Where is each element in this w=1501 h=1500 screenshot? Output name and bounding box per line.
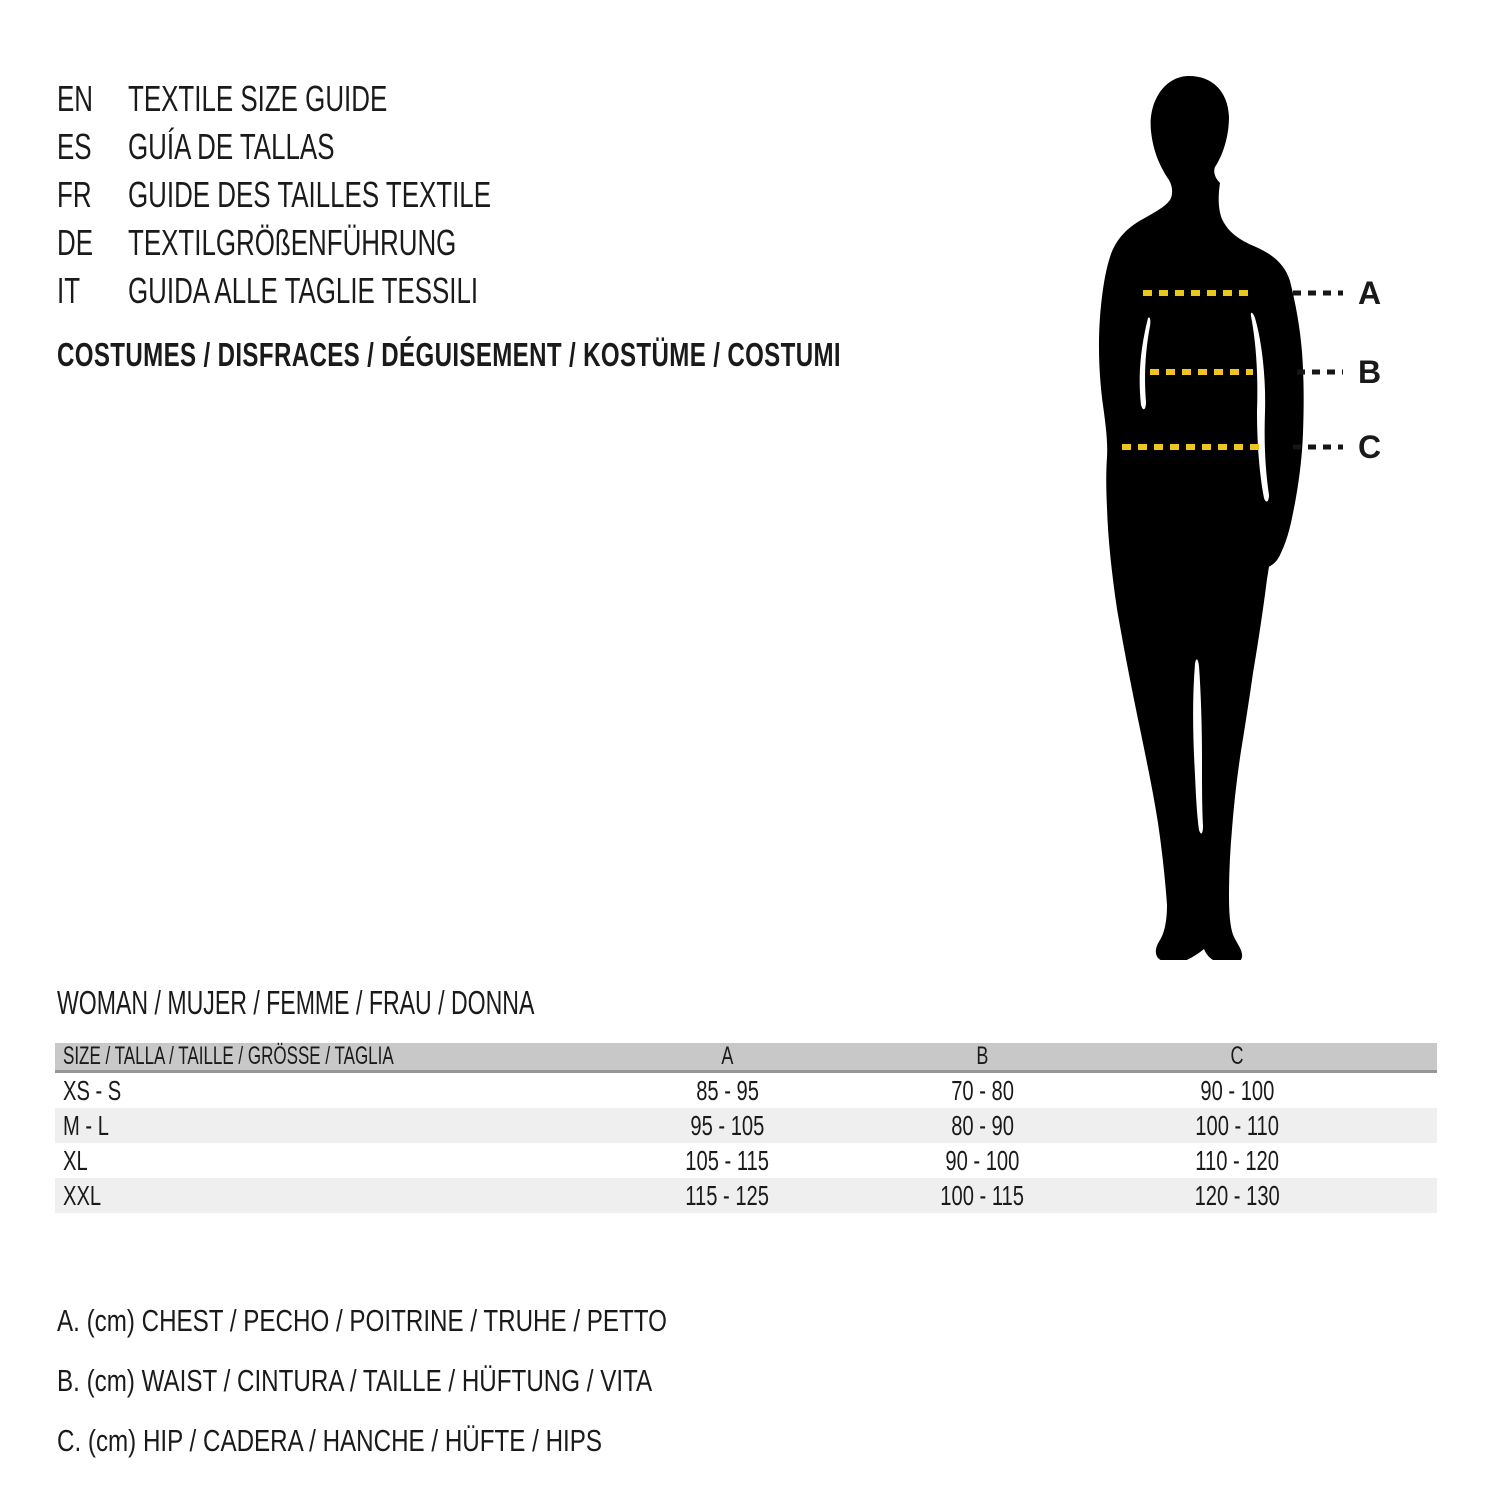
table-title: WOMAN / MUJER / FEMME / FRAU / DONNA <box>57 984 535 1021</box>
value-cell-b: 80 - 90 <box>951 1110 1014 1141</box>
language-row-it <box>57 267 632 315</box>
language-label: GUIDE DES TAILLES TEXTILE <box>128 174 492 215</box>
table-row <box>55 1073 1437 1108</box>
value-cell-a: 115 - 125 <box>685 1180 770 1211</box>
size-guide-figure <box>1065 60 1485 960</box>
header-col-a: A <box>721 1042 734 1070</box>
language-row-es <box>57 123 632 171</box>
language-code: DE <box>57 222 94 263</box>
category-heading: COSTUMES / DISFRACES / DÉGUISEMENT / KOSTÜME / COSTUMI <box>57 336 841 373</box>
table-row <box>55 1108 1437 1143</box>
legend-chest: A. (cm) CHEST / PECHO / POITRINE / TRUHE / PETTO <box>57 1303 667 1338</box>
marker-label-b: B <box>1358 354 1382 390</box>
value-cell-c: 110 - 120 <box>1195 1145 1280 1176</box>
value-cell-a: 105 - 115 <box>685 1145 770 1176</box>
language-code: FR <box>57 174 92 215</box>
value-cell-a: 95 - 105 <box>690 1110 765 1141</box>
size-table <box>55 1043 1437 1213</box>
language-label: GUÍA DE TALLAS <box>128 126 335 167</box>
value-cell-c: 100 - 110 <box>1195 1110 1280 1141</box>
language-row-fr <box>57 171 632 219</box>
table-row <box>55 1178 1437 1213</box>
language-row-de <box>57 219 632 267</box>
value-cell-b: 90 - 100 <box>945 1145 1020 1176</box>
size-cell: M - L <box>63 1110 109 1141</box>
value-cell-c: 120 - 130 <box>1194 1180 1281 1211</box>
measurement-legend <box>57 1291 839 1471</box>
value-cell-a: 85 - 95 <box>696 1075 759 1106</box>
header-col-b: B <box>976 1042 989 1070</box>
size-cell: XS - S <box>63 1075 122 1106</box>
marker-label-c: C <box>1358 429 1382 465</box>
legend-waist: B. (cm) WAIST / CINTURA / TAILLE / HÜFTUNG / VITA <box>57 1363 653 1398</box>
size-cell: XXL <box>63 1180 102 1211</box>
woman-silhouette-graphic <box>1065 60 1485 960</box>
language-code: IT <box>57 270 81 311</box>
value-cell-c: 90 - 100 <box>1200 1075 1275 1106</box>
value-cell-b: 100 - 115 <box>940 1180 1025 1211</box>
table-header-row <box>55 1043 1437 1073</box>
header-size-cell: SIZE / TALLA / TAILLE / GRÖSSE / TAGLIA <box>63 1042 394 1070</box>
table-row <box>55 1143 1437 1178</box>
language-list <box>57 75 632 315</box>
marker-label-a: A <box>1358 275 1382 311</box>
language-label: TEXTILGRÖßENFÜHRUNG <box>128 222 457 263</box>
legend-hip: C. (cm) HIP / CADERA / HANCHE / HÜFTE / HIPS <box>57 1423 603 1458</box>
language-code: EN <box>57 78 94 119</box>
language-label: GUIDA ALLE TAGLIE TESSILI <box>128 270 479 311</box>
language-row-en <box>57 75 632 123</box>
header-col-c: C <box>1230 1042 1245 1070</box>
language-label: TEXTILE SIZE GUIDE <box>128 78 388 119</box>
size-cell: XL <box>63 1145 88 1176</box>
language-code: ES <box>57 126 92 167</box>
value-cell-b: 70 - 80 <box>951 1075 1014 1106</box>
